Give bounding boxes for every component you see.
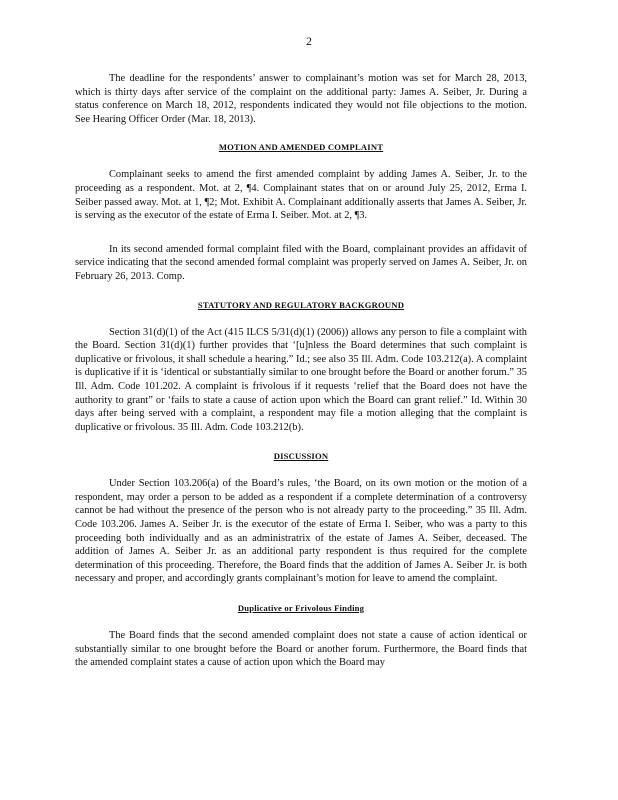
paragraph-section-31: Section 31(d)(1) of the Act (415 ILCS 5/31(d)(1) (2006)) allows any person to file a complaint with the Board. Section 31(d)(1) further provides that ‘[u]nless the Board determines that such complaint is duplicative or frivolous, it shall schedule a hearing.” Id.; see also 35 Ill. Adm. Code 103.212(a). A complaint is duplicative if it is ‘identical or substantially similar to one brought before the Board or another forum.” 35 Ill. Adm. Code 101.202. A complaint is frivolous if it requests ‘relief that the Board does not have the authority to grant” or ‘fails to state a cause of action upon which the Board can grant relief.” Id. Within 30 days after being served with a complaint, a respondent may file a motion alleging that the complaint is duplicative or frivolous. 35 Ill. Adm. Code 103.212(b). [75,326,527,433]
paragraph-board-finds: The Board finds that the second amended complaint does not state a cause of action identical or substantially similar to one brought before the Board or another forum. Furthermore, the Board finds that the amended complaint states a cause of action upon which the Board may [75,630,527,669]
paragraph-second-amended: In its second amended formal complaint filed with the Board, complainant provides an affidavit of service indicating that the second amended formal complaint was properly served on James A. Seiber, Jr. on February 26, 2013. Comp. [75,243,527,282]
paragraph-deadline: The deadline for the respondents’ answer to complainant’s motion was set for March 28, 2013, which is thirty days after service of the complaint on the additional party: James A. Seiber, Jr. During a status conference on March 18, 2012, respondents indicated they would not file objections to the motion. See Hearing Officer Order (Mar. 18, 2013). [75,73,527,125]
paragraph-complainant-seeks: Complainant seeks to amend the first amended complaint by adding James A. Seiber, Jr. to the proceeding as a respondent. Mot. at 2, ¶4. Complainant states that on or around July 25, 2012, Erma I. Seiber passed away. Mot. at 1, ¶2; Mot. Exhibit A. Complainant additionally asserts that James A. Seiber, Jr. is serving as the executor of the estate of Erma I. Seiber. Mot. at 2, ¶3. [75,169,527,222]
paragraph-section-103: Under Section 103.206(a) of the Board’s rules, ‘the Board, on its own motion or the motion of a respondent, may order a person to be added as a respondent if a complete determination of a controversy cannot be had without the presence of the person who is not already party to the proceeding.” 35 Ill. Adm. Code 103.206. James A. Seiber Jr. is the executor of the estate of Erma I. Seiber, who was a party to this proceeding both individually and as an administratrix of the estate of James A. Seiber, deceased. The addition of James A. Seiber Jr. as an additional party respondent is thus required for the complete determination of this proceeding. Therefore, the Board finds that the addition of James A. Seiber Jr. is both necessary and proper, and accordingly grants complainant’s motion for leave to amend the complaint. [75,478,527,585]
page-number: 2 [306,36,312,48]
heading-discussion: DISCUSSION [273,451,329,462]
heading-duplicative-frivolous: Duplicative or Frivolous Finding [237,603,365,614]
document-body [75,72,527,670]
heading-statutory-background: STATUTORY AND REGULATORY BACKGROUND [197,299,405,310]
heading-motion-amended-complaint: MOTION AND AMENDED COMPLAINT [218,142,384,153]
